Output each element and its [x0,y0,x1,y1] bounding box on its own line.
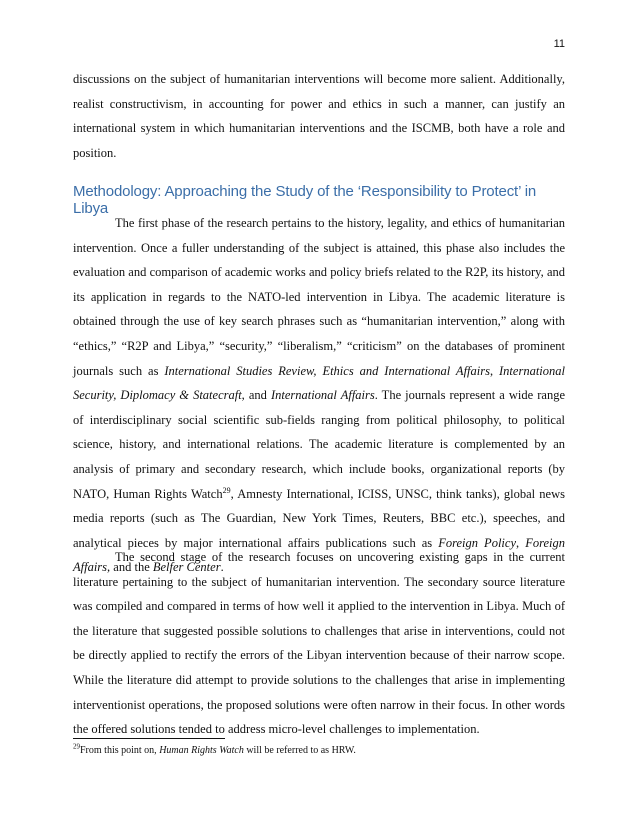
paragraph-intro [73,67,565,165]
italic-journals-3: International Affairs [270,388,375,403]
footnote-mark: 29 [73,742,80,751]
text-run: , [516,535,526,550]
text-run: and [244,388,271,403]
text-run: . The journals represent a wide range of interdisciplinary social scientific sub-fields ranging from political philosophy, to political science, history, and international relations. The academic literature is complemented by an analysis of primary and secondary research, which include books, organizational reports (by NATO, Human Rights Watch [73,388,565,501]
paragraph-methodology-second-stage [73,545,565,742]
footnote-reference: 29 [222,485,231,495]
text-run: and the [110,560,153,575]
footnote [73,744,356,758]
italic-journals-1: International Studies Review, Ethics and International Affairs [164,363,490,378]
footnote-text: will be referred to as HRW. [243,745,356,756]
paragraph-first-phase-text [73,211,565,580]
footnote-italic: Human Rights Watch [159,745,244,756]
section-heading: Methodology: Approaching the Study of the ‘Responsibility to Protect’ in Libya [73,183,537,217]
text-run: , Amnesty International, ICISS, UNSC, think tanks), global news media reports (such as The Guardian, New York Times, Reuters, BBC etc.), speeches, and analytical pieces by major international affairs publications such as [73,486,565,550]
text-run: . [220,560,224,575]
paragraph-intro-text: discussions on the subject of humanitarian interventions will become more salient. Additionally, realist constructivism, in accounting for power and ethics in such a manner, can justify an international system in which humanitarian interventions and the ISCMB, both have a role and position. [73,72,565,160]
italic-journals-2: International Security, Diplomacy & Statecraft, [73,363,565,403]
italic-publication-1: Foreign Policy [438,535,516,550]
italic-publication-2: Foreign Affairs, [73,535,565,575]
footnote-divider [73,738,225,739]
paragraph-methodology-first-phase [73,211,565,580]
italic-publication-3: Belfer Center [152,560,221,575]
text-run: The first phase of the research pertains to the history, legality, and ethics of humanitarian intervention. Once a fuller understanding of the subject is attained, this phase also includes the evaluation and comparison of academic works and policy briefs related to the R2P, its history, and its application in regards to the NATO-led intervention in Libya. The academic literature is obtained through the use of key search phrases such as “humanitarian intervention,” along with “ethics,” “R2P and Libya,” “security,” “liberalism,” “criticism” on the databases of prominent journals such as [73,216,565,378]
paragraph-second-stage-text: The second stage of the research focuses on uncovering existing gaps in the current literature pertaining to the subject of humanitarian intervention. The secondary source literature was compiled and compared in terms of how well it applied to the intervention in Libya. Much of the literature that suggested possible solutions to challenges that arise in interventions, could not be directly applied to rectify the errors of the Libyan intervention because of their narrow scope. While the literature did attempt to provide solutions to the challenges that arise in implementing interventionist operations, the proposed solutions were often narrow in their focus. In other words the offered solutions tended to address micro-level challenges to implementation. [73,550,565,737]
footnote-text: From this point on, [80,745,160,756]
text-run: , [489,363,500,378]
page-number: 11 [553,38,565,50]
